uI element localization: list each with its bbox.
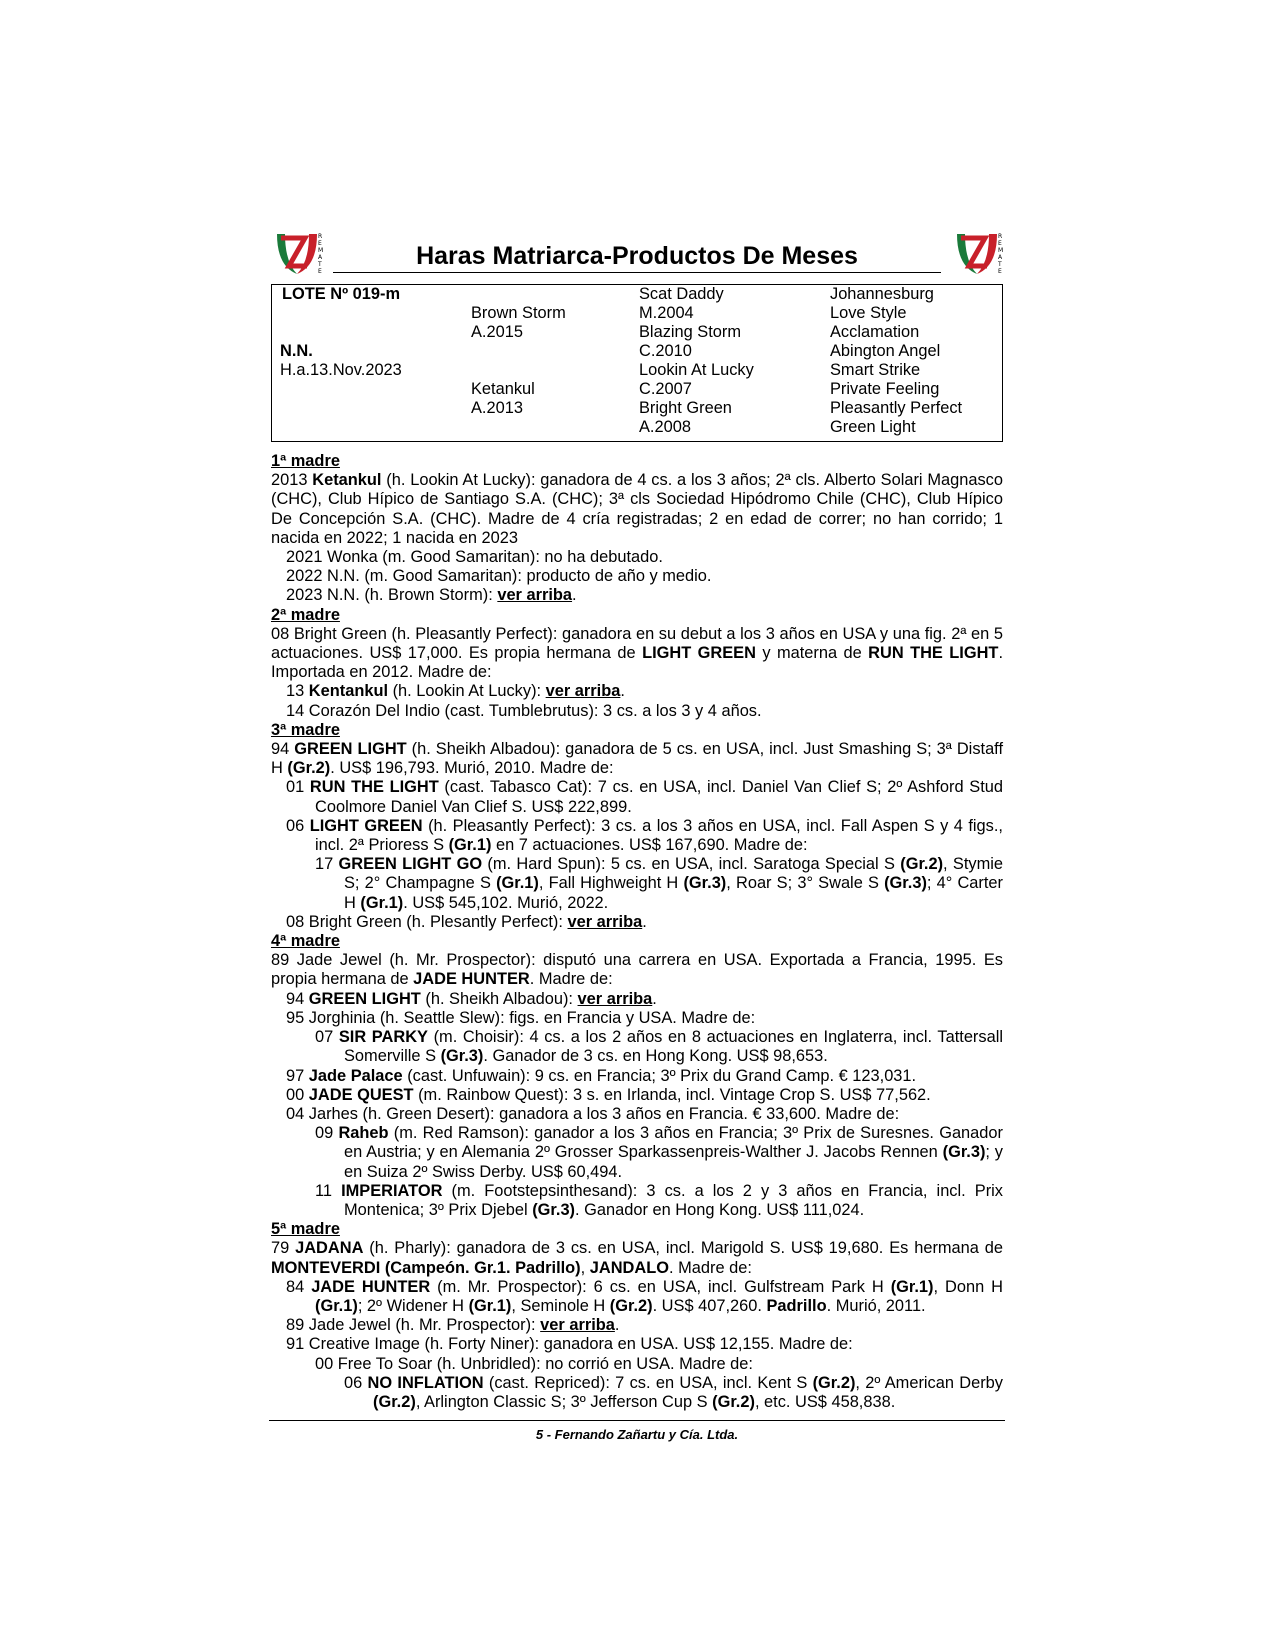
gen3-entry: C.2010: [639, 342, 692, 360]
page-header: [271, 226, 1003, 278]
produce-entry: 06 LIGHT GREEN (h. Pleasantly Perfect): 3 cs. a los 3 años en USA, incl. Fall Aspen S y 4 figs., incl. 2ª Prioress S (Gr.1) en 7 actuaciones. US$ 167,690. Madre de:: [286, 816, 1003, 855]
dam-paragraph: 89 Jade Jewel (h. Mr. Prospector): disputó una carrera en USA. Exportada a Francia, 1995. Es propia hermana de JADE HUNTER. Madre de:: [271, 951, 1003, 989]
gen4-entry: Private Feeling: [830, 380, 940, 398]
horse-description: H.a.13.Nov.2023: [280, 361, 402, 379]
sire-year: A.2015: [471, 323, 523, 341]
gen4-entry: Abington Angel: [830, 342, 941, 360]
page-title: Haras Matriarca-Productos De Meses: [333, 240, 941, 273]
gen3-entry: Scat Daddy: [639, 285, 724, 303]
produce-entry: 2021 Wonka (m. Good Samaritan): no ha debutado.: [286, 548, 663, 567]
produce-entry: 94 GREEN LIGHT (h. Sheikh Albadou): ver arriba.: [286, 989, 657, 1008]
svg-text:A: A: [318, 254, 323, 261]
dam-year: A.2013: [471, 399, 523, 417]
gen4-entry: Love Style: [830, 304, 907, 322]
section-heading: 3ª madre: [271, 720, 340, 739]
pedigree-notes: [271, 452, 1003, 1412]
lot-number: LOTE Nº 019-m: [282, 285, 401, 303]
remates-logo-right: [951, 226, 1003, 278]
produce-entry: 04 Jarhes (h. Green Desert): ganadora a los 3 años en Francia. € 33,600. Madre de:: [286, 1104, 900, 1123]
produce-entry: 2022 N.N. (m. Good Samaritan): producto de año y medio.: [286, 567, 712, 586]
gen4-entry: Pleasantly Perfect: [830, 399, 963, 417]
svg-text:M: M: [998, 247, 1003, 254]
produce-entry: 07 SIR PARKY (m. Choisir): 4 cs. a los 2 años en 8 actuaciones en Inglaterra, incl. Tattersall Somerville S (Gr.3). Ganador de 3 cs. en Hong Kong. US$ 98,653.: [315, 1028, 1003, 1066]
remates-logo-left: [271, 226, 323, 278]
produce-entry: 06 NO INFLATION (cast. Repriced): 7 cs. en USA, incl. Kent S (Gr.2), 2º American Derby (Gr.2), Arlington Classic S; 3º Jefferson Cup S (Gr.2), etc. US$ 458,838.: [344, 1373, 1003, 1411]
gen3-entry: C.2007: [639, 380, 692, 398]
section-heading: 5ª madre: [271, 1220, 340, 1239]
see-above-link[interactable]: ver arriba: [545, 682, 621, 701]
see-above-link[interactable]: ver arriba: [577, 989, 653, 1008]
produce-entry: 17 GREEN LIGHT GO (m. Hard Spun): 5 cs. en USA, incl. Saratoga Special S (Gr.2), Stymie S; 2° Champagne S (Gr.1), Fall Highweight H (Gr.3), Roar S; 3° Swale S (Gr.3); 4° Carter H (Gr.1). US$ 545,102. Murió, 2022.: [315, 855, 1004, 912]
produce-entry: 84 JADE HUNTER (m. Mr. Prospector): 6 cs. en USA, incl. Gulfstream Park H (Gr.1), Donn H (Gr.1); 2º Widener H (Gr.1), Seminole H (Gr.2). US$ 407,260. Padrillo. Murió, 2011.: [286, 1277, 1003, 1315]
produce-entry: 11 IMPERIATOR (m. Footstepsinthesand): 3 cs. a los 2 y 3 años en Francia, incl. Prix Montenica; 3º Prix Djebel (Gr.3). Ganador en Hong Kong. US$ 111,024.: [315, 1181, 1003, 1219]
gen4-entry: Acclamation: [830, 323, 920, 341]
produce-entry: 91 Creative Image (h. Forty Niner): ganadora en USA. US$ 12,155. Madre de:: [286, 1335, 853, 1354]
sire-name: Brown Storm: [471, 304, 566, 322]
svg-text:T: T: [318, 261, 322, 268]
section-heading: 2ª madre: [271, 605, 340, 624]
produce-entry: 08 Bright Green (h. Plesantly Perfect): ver arriba.: [286, 912, 647, 931]
produce-entry: 97 Jade Palace (cast. Unfuwain): 9 cs. en Francia; 3º Prix du Grand Camp. € 123,031.: [286, 1066, 917, 1085]
svg-text:E: E: [318, 240, 322, 247]
pedigree-box: [271, 284, 1003, 442]
section-heading: 1ª madre: [271, 452, 340, 470]
dam-name: Ketankul: [471, 380, 535, 398]
svg-text:A: A: [998, 254, 1003, 261]
svg-text:E: E: [318, 268, 322, 275]
see-above-link[interactable]: ver arriba: [497, 586, 573, 605]
dam-paragraph: 2013 Ketankul (h. Lookin At Lucky): ganadora de 4 cs. a los 3 años; 2ª cls. Alberto Solari Magnasco (CHC), Club Hípico de Santiago S.A. (CHC); 3ª cls Sociedad Hipódromo Chile (CHC), Club Hípico De Concepción S.A. (CHC). Madre de 4 cría registradas; 2 en edad de correr; no han corrido; 1 nacida en 2022; 1 nacida en 2023: [271, 471, 1003, 547]
dam-paragraph: 94 GREEN LIGHT (h. Sheikh Albadou): ganadora de 5 cs. en USA, incl. Just Smashing S; 3ª Distaff H (Gr.2). US$ 196,793. Murió, 2010. Madre de:: [271, 740, 1003, 778]
produce-entry: 09 Raheb (m. Red Ramson): ganador a los 3 años en Francia; 3º Prix de Suresnes. Ganador en Austria; y en Alemania 2º Grosser Sparkassenpreis-Walther J. Jacobs Rennen (Gr.3); y en Suiza 2º Swiss Derby. US$ 60,494.: [315, 1124, 1003, 1181]
horse-name: N.N.: [280, 342, 313, 360]
section-heading: 4ª madre: [271, 932, 340, 951]
svg-text:R: R: [318, 233, 323, 240]
produce-entry: 00 JADE QUEST (m. Rainbow Quest): 3 s. en Irlanda, incl. Vintage Crop S. US$ 77,562.: [286, 1085, 931, 1104]
gen3-entry: Bright Green: [639, 399, 732, 417]
produce-entry: 89 Jade Jewel (h. Mr. Prospector): ver arriba.: [286, 1316, 620, 1335]
produce-entry: 01 RUN THE LIGHT (cast. Tabasco Cat): 7 cs. en USA, incl. Daniel Van Clief S; 2º Ashford Stud Coolmore Daniel Van Clief S. US$ 222,899.: [286, 778, 1003, 816]
produce-entry: 14 Corazón Del Indio (cast. Tumblebrutus): 3 cs. a los 3 y 4 años.: [286, 701, 762, 720]
catalog-page: [271, 226, 1003, 1412]
gen3-entry: Blazing Storm: [639, 323, 742, 341]
produce-entry: 00 Free To Soar (h. Unbridled): no corrió en USA. Madre de:: [315, 1354, 753, 1373]
produce-entry: 2023 N.N. (h. Brown Storm): ver arriba.: [286, 586, 577, 605]
svg-text:E: E: [998, 268, 1002, 275]
gen4-entry: Smart Strike: [830, 361, 921, 379]
svg-text:E: E: [998, 240, 1002, 247]
see-above-link[interactable]: ver arriba: [540, 1316, 615, 1335]
dam-paragraph: 79 JADANA (h. Pharly): ganadora de 3 cs. en USA, incl. Marigold S. US$ 19,680. Es hermana de MONTEVERDI (Campeón. Gr.1. Padrillo), JANDALO. Madre de:: [271, 1239, 1003, 1277]
svg-text:T: T: [998, 261, 1002, 268]
gen4-entry: Green Light: [830, 418, 916, 436]
gen4-entry: Johannesburg: [830, 285, 934, 303]
gen3-entry: M.2004: [639, 304, 694, 322]
gen3-entry: Lookin At Lucky: [639, 361, 754, 379]
produce-entry: 13 Kentankul (h. Lookin At Lucky): ver arriba.: [286, 682, 625, 701]
gen3-entry: A.2008: [639, 418, 691, 436]
see-above-link[interactable]: ver arriba: [567, 912, 643, 931]
page-footer: 5 - Fernando Zañartu y Cía. Ltda.: [269, 1420, 1005, 1442]
produce-entry: 95 Jorghinia (h. Seattle Slew): figs. en Francia y USA. Madre de:: [286, 1008, 756, 1027]
svg-text:M: M: [318, 247, 323, 254]
svg-text:R: R: [998, 233, 1003, 240]
dam-paragraph: 08 Bright Green (h. Pleasantly Perfect): ganadora en su debut a los 3 años en USA y una fig. 2ª en 5 actuaciones. US$ 17,000. Es propia hermana de LIGHT GREEN y materna de RUN THE LIGHT. Importada en 2012. Madre de:: [271, 624, 1003, 682]
